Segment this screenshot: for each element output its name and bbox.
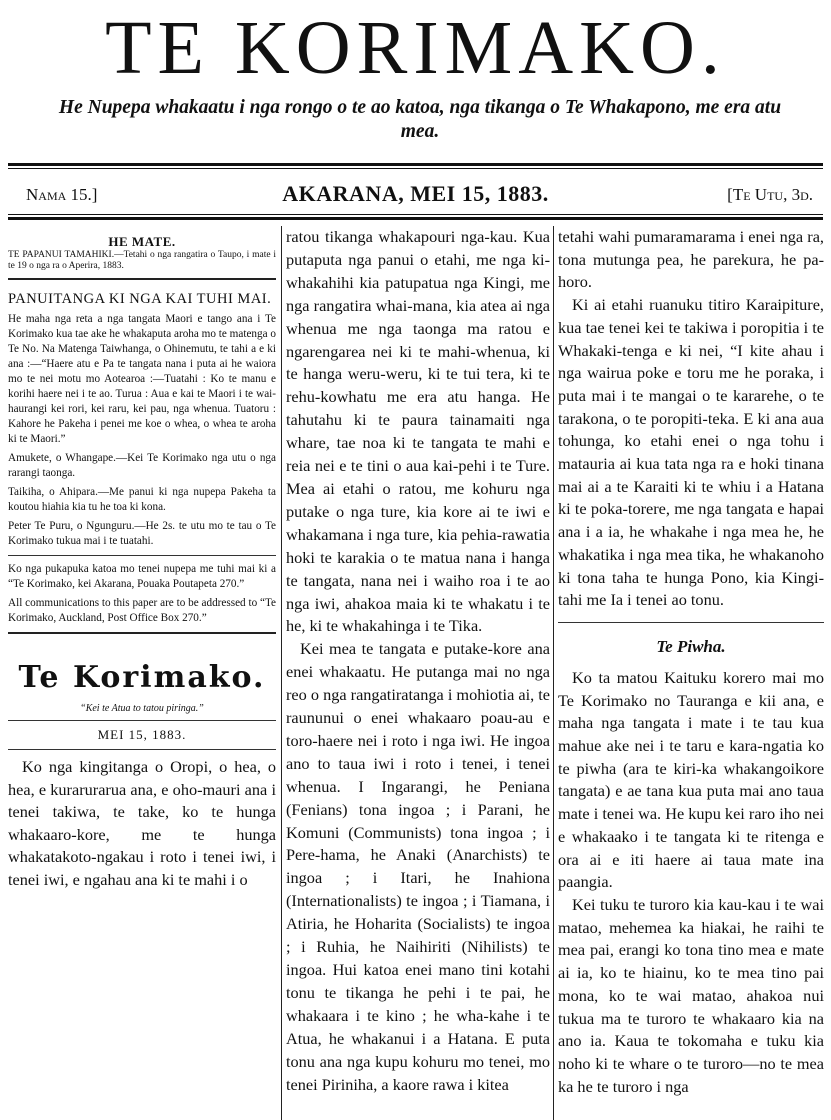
rule-top-thin bbox=[8, 168, 823, 169]
rule-bottom-thick bbox=[8, 217, 823, 220]
he-mate-notice: TE PAPANUI TAMAHIKI.—Tetahi o nga rangatira o Taupo, i mate i te 19 o nga ra o Aperira, 1883. bbox=[8, 250, 276, 271]
editorial-title: Te Korimako. bbox=[18, 660, 266, 695]
rule-bottom-thin bbox=[8, 214, 823, 215]
masthead-title: TE KORIMAKO. bbox=[105, 6, 726, 90]
rule-top-thick bbox=[8, 163, 823, 166]
divider bbox=[8, 555, 276, 556]
address-paragraph-english: All communications to this paper are to be addressed to “Te Korimako, Auckland, Post Office Box 270.” bbox=[8, 597, 276, 624]
divider bbox=[8, 720, 276, 721]
piwha-heading: Te Piwha. bbox=[656, 636, 726, 656]
notice-paragraph: Taikiha, o Ahipara.—Me panui ki nga nupepa Pakeha ta koutou hiahia kia tu he toa ki kona. bbox=[8, 486, 276, 513]
column-2 bbox=[286, 226, 550, 1096]
dateline bbox=[18, 181, 813, 207]
panuitanga-heading: PANUITANGA KI NGA KAI TUHI MAI. bbox=[8, 291, 272, 307]
column-3 bbox=[558, 226, 824, 1098]
notice-paragraph: Amukete, o Whangape.—Kei Te Korimako nga utu o nga rarangi taonga. bbox=[8, 452, 276, 479]
notice-paragraph: Peter Te Puru, o Ngunguru.—He 2s. te utu mo te tau o Te Korimako tukua mai i te tuatahi. bbox=[8, 520, 276, 547]
article-body: Kei tuku te turoro kia kau-kau i te wai matao, mehemea ka hiakai, he raihi te mea pai, erangi ko tona tino mea e mate ai ia, ko te hiainu, ko te mea tino pai mona, ko te wai matao, ahakoa nui tukua ma te turoro te whakaaro kia na ano ia. Kaua te tokomaha e tuku kia noho ki te whare o te turoro—no te mea ka he te turoro i nga bbox=[558, 894, 824, 1096]
article-body: Ki ai etahi ruanuku titiro Karaipiture, kua tae tenei kei te takiwa i poropitia i te Whakaki-tenga e ki nei, “I kite ahau i nga wairua poke e toru me he poraka, i puta mai i te mangai o te kararehe, o te tarakona, o te poropiti-teka. E ki ana aua tohunga, ko etahi enei o nga tohu i matauria ai kua tata nga ra e hoki tinana mai ai a te Karaiti ki te whiu i a Hatana ki te poka-torere, me nga tangata e hapai ana i a ia, he whakahe i nga mea he, he whakatika i nga mea tika, he whakanoho ki tona taha te hunga Pono, kia Kingi-tahi me Ia i tenei ao tonu. bbox=[558, 295, 824, 610]
editorial-motto: “Kei te Atua to tatou piringa.” bbox=[80, 703, 204, 714]
column-divider-1 bbox=[281, 226, 282, 1120]
divider bbox=[8, 632, 276, 634]
column-1 bbox=[8, 226, 276, 892]
article-body: Kei mea te tangata e putake-kore ana enei whakaatu. He putanga mai no nga reo o nga rangatiratanga i mohiotia ai, te raununui o enei whakaaro poau-au e toro-haere nei i roto i nga iwi. He ingoa ano to taua iwi i roto i tenei, i tenei whenua. I Ingarangi, he Peniana (Fenians) tona ingoa ; i Parani, he Komuni (Communists) tona ingoa ; i Pere-hama, he Anaki (Anarchists) te ingoa ; i Itari, he Inahiona (Internationalists) te ingoa ; i Tiamana, i Atiria, he Hoharita (Socialists) te ingoa ; i Ruhia, he Naihiriti (Nihilists) te ingoa. Hui katoa enei mano tini kotahi tonu te tikanga he pehi i te pai, he whakaara i te kino ; he wha-kahe i te Atua, he whakanui i a Hatana. E puta tonu ana nga kupu kohuru mo tenei, mo tenei Piriniha, a kaore rawa i kitea bbox=[286, 639, 551, 1094]
divider bbox=[8, 749, 276, 750]
article-body: tetahi wahi pumaramarama i enei nga ra, tona mutunga pea, he parekura, he pa-horo. bbox=[558, 227, 824, 292]
place-date: AKARANA, MEI 15, 1883. bbox=[282, 181, 549, 206]
masthead-subtitle: He Nupepa whakaatu i nga rongo o te ao katoa, nga tikanga o Te Whakapono, me era atu mea. bbox=[58, 97, 782, 142]
he-mate-heading: HE MATE. bbox=[108, 234, 176, 249]
notice-paragraph: He maha nga reta a nga tangata Maori e tango ana i Te Korimako kua tae ake he whakaputa aroha mo te matenga o Te No. Na Matenga Taiwhanga, o Ohinemutu, te tahi a e ki ana :—“Haere atu e Pa te tangata nana i puta ai he waiora mo te nei motu mo Aotearoa :—Tuatahi : Ko te manu e korihi haere nei i te ao. Turua : Aua e kai te Maori i te wai-haurangi kei rori, kei raru, kei pau, nga whenua. Tuatoru : Kahore he Pakeha i penei me koe o whea, o whea te aroha ki te Maori.” bbox=[8, 313, 276, 445]
editorial-date: MEI 15, 1883. bbox=[97, 727, 187, 742]
editorial-body: Ko nga kingitanga o Oropi, o hea, o hea, e kurarurarua ana, e oho-mauri ana i tenei takiwa, te take, ko te hunga whakaaro-kore, me te hunga whakatakoto-ngakau i roto i tenei iwi, i tenei iwi, e ngahau ana ki te mahi i o bbox=[8, 757, 276, 889]
divider bbox=[558, 622, 824, 623]
article-body: ratou tikanga whakapouri nga-kau. Kua putaputa nga panui o etahi, me nga ki-whakahihi kia patupatua nga Kingi, me nga rangatira whai-mana, kia atea ai nga whenua me nga taonga ma ratou e ngarengarea nei ki te mahi-whenua, ki te hanga weru-weru, ki te tui tera, ki te rehu-kowhatu me era atu hanga. He tahutahu ki te paura tainamaiti nga whare, tae noa ki te tangata te mahi e reia nei e te tini o aua kai-pehi i te Ture. Mea ai etahi o ratou, me kohuru nga putake o nga ture, kia kore ai te iwi e whakamana i nga ture, kia pehia-rawatia hoki te karakia o te matua nana i hanga te tangata, nana nei i waiho roa i te ao nga iwi, ahakoa maia ki te whakatu i te he, ki te whakahinga i te Tika. bbox=[286, 227, 550, 636]
issue-number: Nama 15.] bbox=[26, 185, 98, 204]
article-body: Ko ta matou Kaituku korero mai mo Te Korimako no Tauranga e kii ana, e maha nga tangata i mate i te tau kua mahue ake nei i te taru e kara-ngatia ko te piwha (ara te kiri-ka whakangoikore tangata) e ae tana kua puta mai ano taua mate i tenei wa. He kupu kei raro iho nei e whakaako i te tangata ki te ritenga e ora ai e iti haere ai taua mate ina paangia. bbox=[558, 667, 824, 892]
divider bbox=[8, 278, 276, 280]
column-divider-2 bbox=[553, 226, 554, 1120]
price: [Te Utu, 3d. bbox=[727, 185, 813, 204]
address-paragraph: Ko nga pukapuka katoa mo tenei nupepa me tuhi mai ki a “Te Korimako, kei Akarana, Pouaka Poutapeta 270.” bbox=[8, 563, 276, 590]
